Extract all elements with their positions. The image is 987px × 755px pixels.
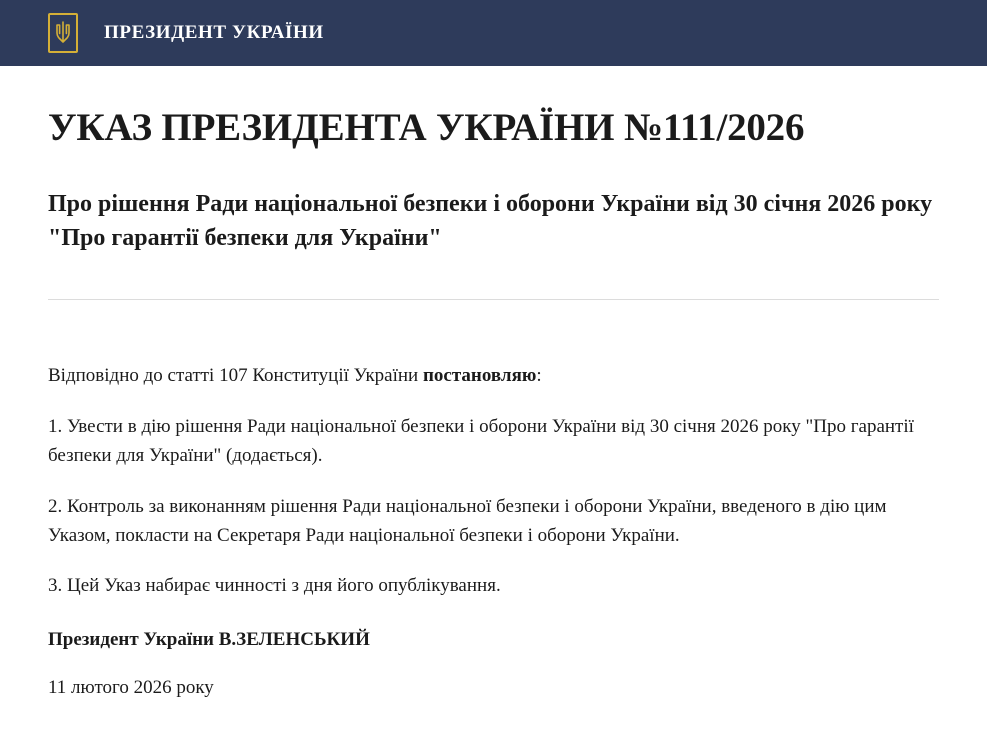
document-content [0, 106, 987, 699]
preamble-prefix: Відповідно до статті 107 Конституції України [48, 365, 423, 386]
document-date: 11 лютого 2026 року [48, 677, 214, 699]
preamble-paragraph [48, 362, 939, 391]
page-title: УКАЗ ПРЕЗИДЕНТА УКРАЇНИ №111/2026 [48, 106, 805, 149]
preamble-emphasis: постановляю [422, 365, 537, 386]
clause-paragraph-3: 3. Цей Указ набирає чинності з дня його опублікування. [48, 575, 501, 597]
signature-line: Президент України В.ЗЕЛЕНСЬКИЙ [48, 629, 370, 651]
title-divider [48, 299, 939, 300]
site-header [0, 0, 987, 66]
header-title: ПРЕЗИДЕНТ УКРАЇНИ [104, 22, 324, 43]
clause-paragraph-2: 2. Контроль за виконанням рішення Ради національної безпеки і оборони України, введеного в дію цим Указом, покласти на Секретаря Ради національної безпеки і оборони України. [48, 495, 887, 546]
ukraine-trident-emblem-icon [48, 13, 78, 53]
document-subtitle: Про рішення Ради національної безпеки і оборони України від 30 січня 2026 року "Про гарантії безпеки для України" [48, 190, 933, 251]
preamble-suffix: : [536, 365, 542, 386]
clause-paragraph-1: 1. Увести в дію рішення Ради національної безпеки і оборони України від 30 січня 2026 року "Про гарантії безпеки для України" (додається). [48, 415, 914, 466]
